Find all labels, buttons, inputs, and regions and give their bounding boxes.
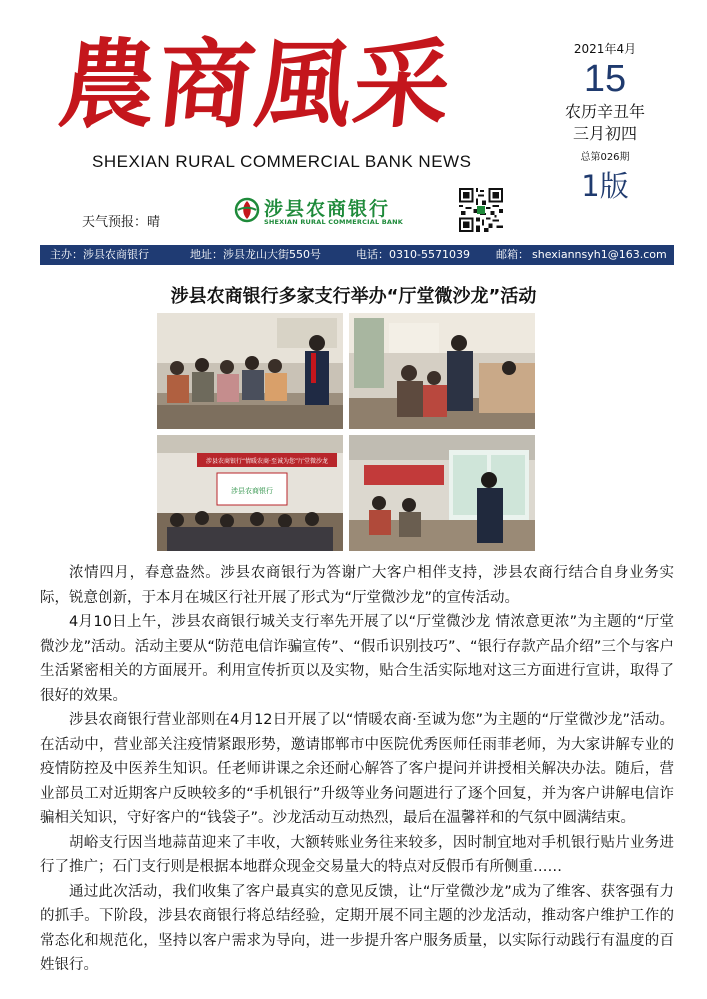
weather-label: 天气预报： (82, 215, 148, 230)
article-paragraph: 浓情四月，春意盎然。涉县农商银行为答谢广大客户相伴支持，涉县农商行结合自身业务实际，锐意创新，于本月在城区行社开展了形式为“厅堂微沙龙”的宣传活动。 (40, 565, 674, 606)
event-photo-3 (157, 435, 343, 551)
article-paragraph: 4月10日上午，涉县农商银行城关支行率先开展了以“厅堂微沙龙 情浓意更浓”为主题的“厅堂微沙龙”活动。活动主要从“防范电信诈骗宣传”、“假币识别技巧”、“银行存款产品介绍”三个与客户生活紧密相关的方面展开。利用宣传折页以及实物，贴合生活实际地对这三方面进行宣讲，取得了很好的效果。 (40, 614, 674, 704)
qr-code-icon (459, 188, 503, 232)
email-link[interactable]: shexiannsyh1@163.com (532, 248, 667, 261)
address-text: 地址：涉县龙山大街550号 (190, 248, 321, 261)
article-paragraph: 通过此次活动，我们收集了客户最真实的意见反馈，让“厅堂微沙龙”成为了维客、获客强有力的抓手。下阶段，涉县农商银行将总结经验，定期开展不同主题的沙龙活动，推动客户维护工作的常态化和规范化，坚持以客户需求为导向，进一步提升客户服务质量，以实际行动践行有温度的百姓银行。 (40, 883, 674, 973)
phone-text: 电话：0310-5571039 (356, 248, 470, 261)
article-headline: 涉县农商银行多家支行举办“厅堂微沙龙”活动 (170, 286, 537, 307)
masthead-title: 農商風采 (54, 28, 458, 141)
email-label: 邮箱： (496, 248, 529, 261)
date-year-month: 2021年4月 (573, 42, 637, 56)
photo-grid (157, 313, 535, 551)
weather-forecast (82, 211, 160, 230)
date-day: 15 (583, 58, 627, 100)
article-body (40, 561, 674, 978)
photo-board-text: 涉县农商银行 (231, 487, 273, 495)
bank-logo (234, 193, 409, 229)
edition-number: 1版 (581, 169, 629, 203)
info-bar (40, 245, 674, 265)
event-photo-2 (349, 313, 535, 429)
sponsor-text: 主办：涉县农商银行 (50, 248, 149, 261)
event-photo-4 (349, 435, 535, 551)
lunar-year: 农历辛丑年 (564, 102, 645, 121)
article-paragraph: 胡峪支行因当地蒜苗迎来了丰收，大额转账业务往来较多，因时制宜地对手机银行贴片业务进行了推广；石门支行则是根据本地群众现金交易量大的特点对反假币有所侧重…… (40, 834, 674, 875)
date-block (550, 40, 660, 203)
bank-name: 涉县农商银行 (264, 198, 391, 220)
issue-number: 总第026期 (580, 152, 630, 163)
weather-value: 晴 (147, 215, 161, 230)
masthead-subtitle: SHEXIAN RURAL COMMERCIAL BANK NEWS (92, 152, 472, 171)
article-paragraph: 涉县农商银行营业部则在4月12日开展了以“情暖农商·至诚为您”为主题的“厅堂微沙龙”活动。在活动中，营业部关注疫情紧跟形势，邀请邯郸市中医院优秀医师任雨菲老师，为大家讲解专业的疫情防控及中医养生知识。任老师讲课之余还耐心解答了客户提问并讲授相关解决办法。随后，营业部员工对近期客户反映较多的“手机银行”升级等业务问题进行了逐个回复，并为客户讲解电信诈骗相关知识，守好客户的“钱袋子”。沙龙活动互动热烈，最后在温馨祥和的气氛中圆满结束。 (40, 712, 674, 826)
photo-banner-text: 涉县农商银行“情暖农商·至诚为您”厅堂微沙龙 (205, 458, 329, 465)
event-photo-1 (157, 313, 343, 429)
lunar-day: 三月初四 (572, 124, 637, 143)
bank-emblem-icon (234, 197, 260, 223)
bank-name-english: SHEXIAN RURAL COMMERCIAL BANK (264, 218, 404, 226)
